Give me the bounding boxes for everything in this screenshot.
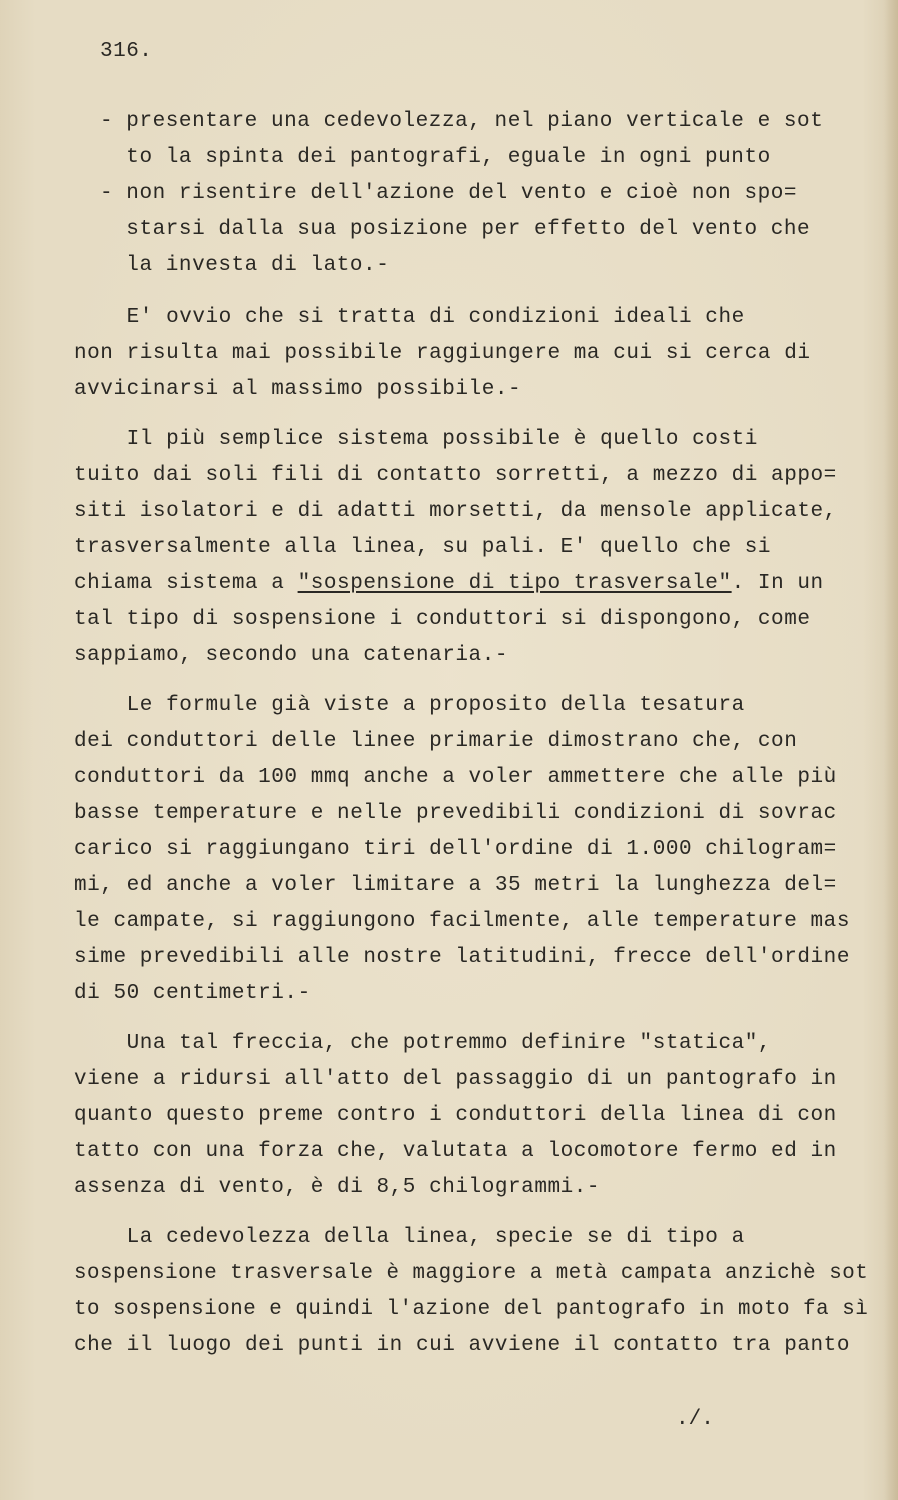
text-line: viene a ridursi all'atto del passaggio di un pantografo in xyxy=(74,1068,837,1091)
text-line: carico si raggiungano tiri dell'ordine di 1.000 chilogram= xyxy=(74,838,837,861)
text-line: siti isolatori e di adatti morsetti, da mensole applicate, xyxy=(74,500,837,523)
text-line: le campate, si raggiungono facilmente, alle temperature mas xyxy=(74,910,850,933)
text-line: conduttori da 100 mmq anche a voler ammettere che alle più xyxy=(74,766,837,789)
text-line: sime prevedibili alle nostre latitudini, frecce dell'ordine xyxy=(74,946,850,969)
text-line: che il luogo dei punti in cui avviene il contatto tra panto xyxy=(74,1334,850,1357)
text-line: E' ovvio che si tratta di condizioni ideali che xyxy=(74,306,745,329)
text-line: - presentare una cedevolezza, nel piano verticale e sot xyxy=(100,110,824,133)
text-line: trasversalmente alla linea, su pali. E' quello che si xyxy=(74,536,772,559)
text-line: dei conduttori delle linee primarie dimostrano che, con xyxy=(74,730,798,753)
text-line: di 50 centimetri.- xyxy=(74,982,311,1005)
page-edge xyxy=(884,0,898,1500)
text-line: to la spinta dei pantografi, eguale in ogni punto xyxy=(100,146,771,169)
text-line: sappiamo, secondo una catenaria.- xyxy=(74,644,509,667)
underlined-term: "sospensione di tipo trasversale" xyxy=(297,572,732,595)
text-line: La cedevolezza della linea, specie se di tipo a xyxy=(74,1226,745,1249)
continuation-mark: ./. xyxy=(676,1408,714,1431)
text-line: la investa di lato.- xyxy=(100,254,390,277)
text-line: non risulta mai possibile raggiungere ma cui si cerca di xyxy=(74,342,811,365)
text-line: Il più semplice sistema possibile è quello costi xyxy=(74,428,758,451)
text-line: tal tipo di sospensione i conduttori si dispongono, come xyxy=(74,608,811,631)
text-line: - non risentire dell'azione del vento e cioè non spo= xyxy=(100,182,798,205)
text-line: tatto con una forza che, valutata a locomotore fermo ed in xyxy=(74,1140,837,1163)
text-line: tuito dai soli fili di contatto sorretti, a mezzo di appo= xyxy=(74,464,837,487)
text-line: Una tal freccia, che potremmo definire "statica", xyxy=(74,1032,772,1055)
text-line: assenza di vento, è di 8,5 chilogrammi.- xyxy=(74,1176,601,1199)
text-line: Le formule già viste a proposito della tesatura xyxy=(74,694,745,717)
text-line: basse temperature e nelle prevedibili condizioni di sovrac xyxy=(74,802,837,825)
text-line: starsi dalla sua posizione per effetto del vento che xyxy=(100,218,811,241)
text-line: quanto questo preme contro i conduttori della linea di con xyxy=(74,1104,837,1127)
text-line: sospensione trasversale è maggiore a metà campata anzichè sot xyxy=(74,1262,869,1285)
text-line: chiama sistema a "sospensione di tipo trasversale". In un xyxy=(74,572,824,595)
text-line: mi, ed anche a voler limitare a 35 metri la lunghezza del= xyxy=(74,874,837,897)
text-line: avvicinarsi al massimo possibile.- xyxy=(74,378,522,401)
text-line: to sospensione e quindi l'azione del pantografo in moto fa sì xyxy=(74,1298,869,1321)
page-number: 316. xyxy=(100,40,153,63)
